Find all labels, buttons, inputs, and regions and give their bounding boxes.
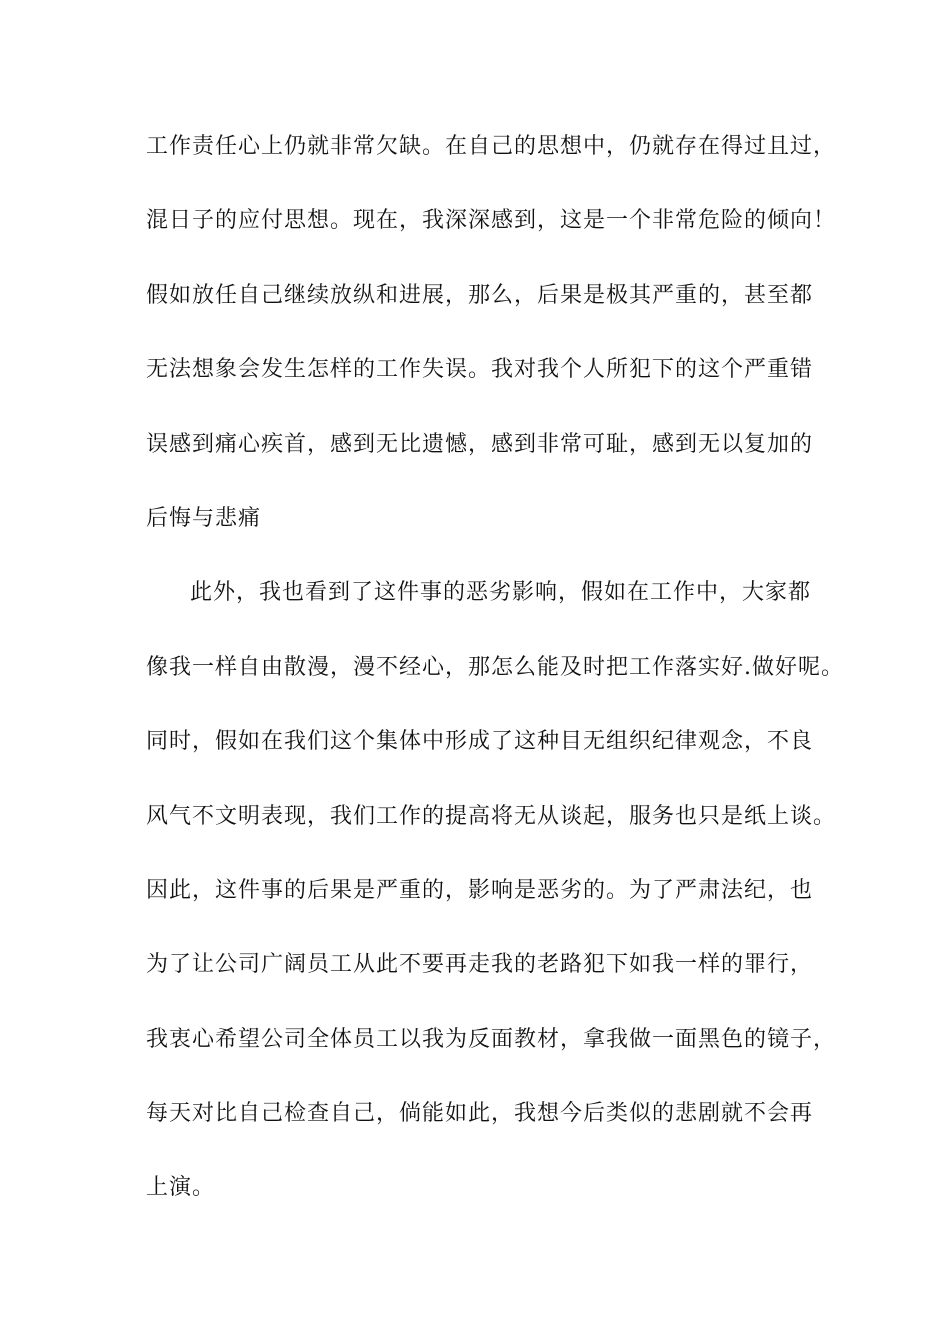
- text-line: 我衷心希望公司全体员工以我为反面教材，拿我做一面黑色的镜子，: [146, 1026, 837, 1052]
- document-body: [146, 125, 844, 1241]
- text-line: 误感到痛心疾首，感到无比遗憾，感到非常可耻，感到无以复加的: [146, 431, 814, 457]
- text-line: 因此，这件事的后果是严重的，影响是恶劣的。为了严肃法纪，也: [146, 877, 814, 903]
- text-line: 像我一样自由散漫，漫不经心，那怎么能及时把工作落实好.做好呢。: [146, 654, 844, 680]
- paragraph-start-line: 此外，我也看到了这件事的恶劣影响，假如在工作中，大家都: [190, 580, 812, 606]
- text-line: 上演。: [146, 1175, 216, 1201]
- text-line: 为了让公司广阔员工从此不要再走我的老路犯下如我一样的罪行，: [146, 952, 814, 978]
- text-line: 后悔与悲痛: [146, 505, 262, 531]
- text-line: 每天对比自己检查自己，倘能如此，我想今后类似的悲剧就不会再: [146, 1101, 814, 1127]
- text-line: 假如放任自己继续放纵和进展，那么，后果是极其严重的，甚至都: [146, 282, 814, 308]
- text-line: 混日子的应付思想。现在，我深深感到，这是一个非常危险的倾向！: [146, 208, 837, 234]
- text-line: 无法想象会发生怎样的工作失误。我对我个人所犯下的这个严重错: [146, 357, 814, 383]
- text-line: 同时，假如在我们这个集体中形成了这种目无组织纪律观念，不良: [146, 729, 814, 755]
- text-line: 风气不文明表现，我们工作的提高将无从谈起，服务也只是纸上谈。: [146, 803, 837, 829]
- text-line: 工作责任心上仍就非常欠缺。在自己的思想中，仍就存在得过且过，: [146, 134, 837, 159]
